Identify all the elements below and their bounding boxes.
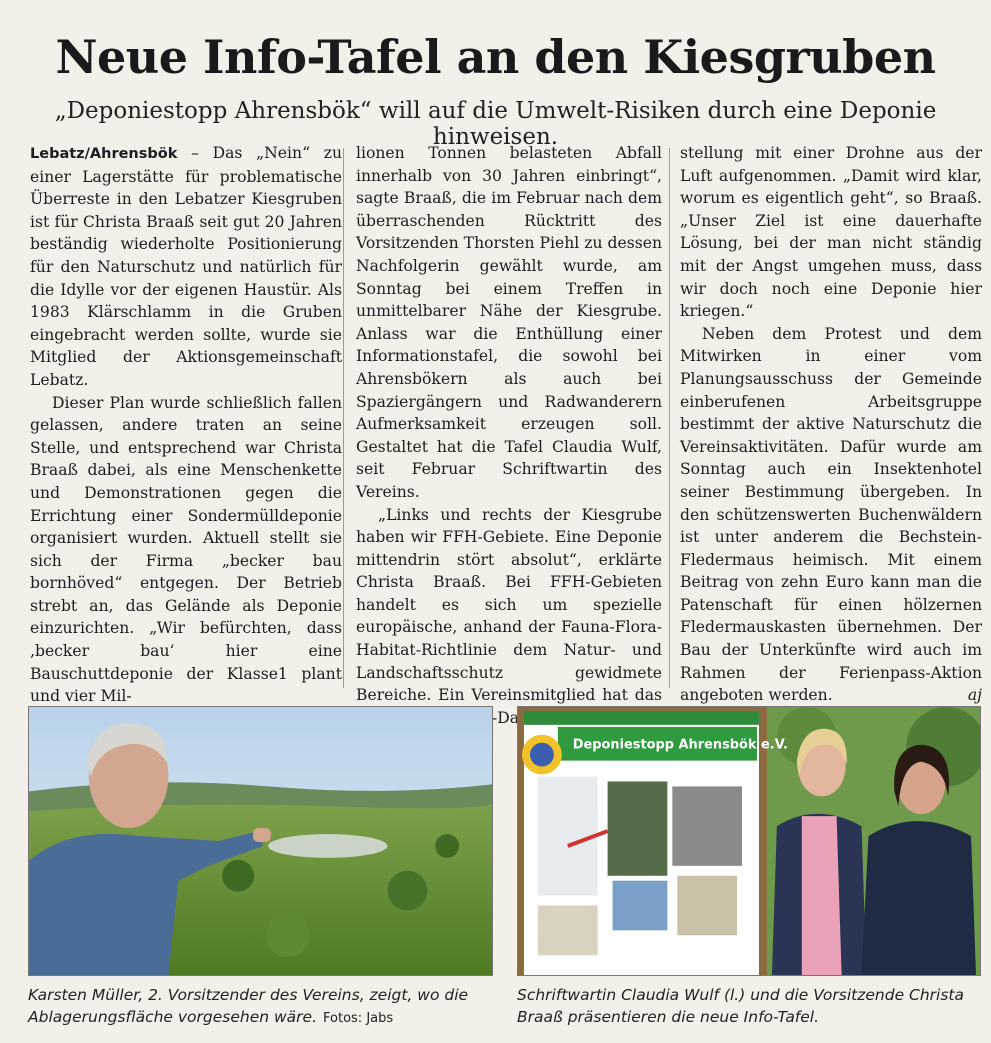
caption-text: Karsten Müller, 2. Vorsitzender des Vereins, zeigt, wo die Ablagerungsfläche vorgesehen wäre. <box>28 986 469 1026</box>
headline: Neue Info-Tafel an den Kiesgruben <box>55 30 936 84</box>
article-column-3 <box>680 142 982 707</box>
photo-caption-right: Schriftwartin Claudia Wulf (l.) und die Vorsitzende Christa Braaß präsentieren die neue Info-Tafel. <box>517 986 965 1026</box>
photo-credit: Fotos: Jabs <box>323 1011 394 1026</box>
column-divider <box>343 148 344 688</box>
author-initials: aj <box>967 686 982 705</box>
paragraph <box>30 142 342 392</box>
photo-info-board <box>517 706 981 976</box>
subheadline: „Deponiestopp Ahrensbök“ will auf die Umwelt-Risiken durch eine Deponie hinweisen. <box>54 98 937 150</box>
paragraph-text: – Das „Nein“ zu einer Lagerstätte für problematische Überreste in den Lebatzer Kiesgruben ist für Christa Braaß seit gut 20 Jahren beständig wiederholte Positionierung für den Naturschutz und natürlich für die Idylle vor der eigenen Haustür. Als 1983 Klärschlamm in die Gruben eingebracht werden sollte, wurde sie Mitglied der Aktionsgemeinschaft Lebatz. <box>30 144 342 389</box>
article-column-1 <box>30 142 342 708</box>
paragraph: „Links und rechts der Kiesgrube haben wir FFH-Gebiete. Eine Deponie mittendrin stört absolut“, erklärte Christa Braaß. Bei FFH-Gebieten handelt es sich um spezielle europäische, anhand der Fauna-Flora-Habitat-Richtlinie dem Natur- und Landschaftsschutz gewidmete Bereiche. Ein Vereinsmitglied hat das Info-Dar- <box>356 505 662 727</box>
photo-caption-left <box>28 984 498 1030</box>
board-title: Deponiestopp Ahrensbök e.V. <box>572 737 788 753</box>
paragraph: stellung mit einer Drohne aus der Luft aufgenommen. „Damit wird klar, worum es eigentlich geht“, so Braaß. „Unser Ziel ist eine dauerhafte Lösung, bei der man nicht ständig mit der Angst umgehen muss, dass wir doch noch eine Deponie hier kriegen.“ <box>680 144 982 321</box>
paragraph-text: Neben dem Protest und dem Mitwirken in einer vom Planungsausschuss der Gemeinde einberufenen Arbeitsgruppe bestimmt der aktive Naturschutz die Vereinsaktivitäten. Dafür wurde am Sonntag auch ein Insektenhotel seiner Bestimmung übergeben. In den schützenswerten Buchenwäldern ist unter anderem die Bechstein-Fledermaus heimisch. Mit einem Beitrag von zehn Euro kann man die Patenschaft für einen hölzernen Fledermauskasten übernehmen. Der Bau der Unterkünfte wird auch im Rahmen der Ferienpass-Aktion angeboten werden. <box>680 324 982 705</box>
dateline: Lebatz/Ahrensbök <box>30 146 178 162</box>
article-column-2 <box>356 142 662 729</box>
paragraph <box>680 323 982 707</box>
paragraph: lionen Tonnen belasteten Abfall innerhalb von 30 Jahren einbringt“, sagte Braaß, die im Februar nach dem überraschenden Rücktritt des Vorsitzenden Thorsten Piehl zu dessen Nachfolgerin gewählt wurde, am Sonntag bei einem Treffen in unmittelbarer Nähe der Kiesgrube. Anlass war die Enthüllung einer Informationstafel, die sowohl bei Ahrensbökern als auch bei Spaziergängern und Radwanderern Aufmerksamkeit erzeugen soll. Gestaltet hat die Tafel Claudia Wulf, seit Februar Schriftwartin des Vereins. <box>356 144 662 501</box>
paragraph: Dieser Plan wurde schließlich fallen gelassen, andere traten an seine Stelle, und entsprechend war Christa Braaß dabei, als eine Menschenkette und Demonstrationen gegen die Errichtung einer Sondermülldeponie organisiert wurden. Aktuell stellt sie sich der Firma „becker bau bornhöved“ entgegen. Der Betrieb strebt an, das Gelände als Deponie einzurichten. „Wir befürchten, dass ‚becker bau‘ hier eine Bauschuttdeponie der Klasse1 plant und vier Mil- <box>30 393 342 706</box>
photo-gravel-pit <box>28 706 493 976</box>
column-divider <box>669 148 670 688</box>
